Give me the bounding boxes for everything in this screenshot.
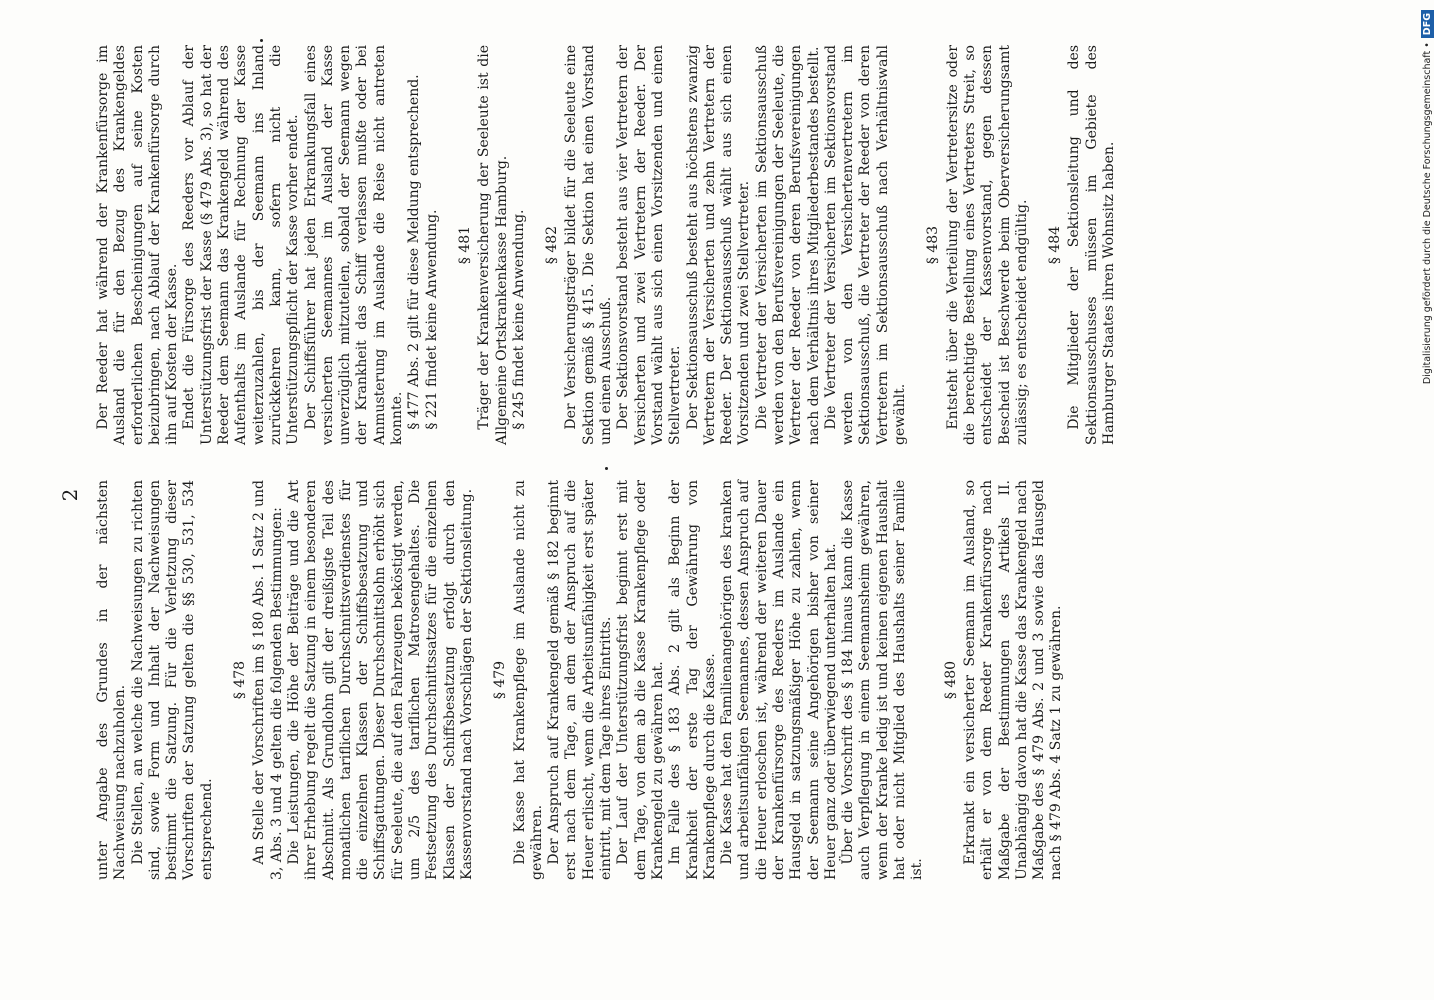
section-heading: § 480 [942, 660, 959, 700]
paragraph: § 245 findet keine Anwendung. [510, 209, 527, 430]
paragraph: Der Anspruch auf Krankengeld gemäß § 182 beginnt erst nach dem Tage, an dem der Anspruch auf die Heuer erlischt, wenn die Arbeitsunfähigkeit erst später eintritt, mit dem Tage ihres Eintritts. [546, 480, 615, 880]
paragraph: Der Sektionsausschuß besteht aus höchstens zwanzig Vertretern der Versicherten und zehn Vertretern der Reeder. Der Sektionsausschuß wählt aus sich einen Vorsitzenden und zwei Stellvertreter. [684, 45, 753, 445]
paragraph: Der Schiffsführer hat jeden Erkrankungsfall eines versicherten Seemannes im Ausland der Kasse unverzüglich mitzuteilen, sobald der Seemann wegen der Krankheit das Schiff verlassen mußte oder bei Anmusterung im Auslande die Reise nicht antreten konnte. [302, 45, 406, 445]
section-heading: § 481 [456, 225, 473, 265]
left-column [95, 480, 1066, 880]
paragraph: Erkrankt ein versicherter Seemann im Ausland, so erhält er von dem Reeder Krankenfürsorge nach Maßgabe der Bestimmungen des Artikels II. Unabhängig davon hat die Kasse das Krankengeld nach Maßgabe des § 479 Abs. 2 und 3 sowie das Hausgeld nach § 479 Abs. 4 Satz 1 zu gewähren. [961, 480, 1065, 880]
page-number: 2 [58, 488, 82, 502]
section-subtitle: Die Kasse hat Krankenpflege im Auslande nicht zu gewähren. [511, 480, 545, 880]
paragraph: Die Stellen, an welche die Nachweisungen zu richten sind, sowie Form und Inhalt der Nachweisungen bestimmt die Satzung. Für die Verletzung dieser Vorschriften der Satzung gelten die §§ 530, 531, 534 entsprechend. [129, 480, 215, 880]
paragraph: § 477 Abs. 2 gilt für diese Meldung entsprechend. [406, 74, 423, 430]
dfg-logo: DFG [1421, 10, 1434, 38]
right-column [95, 45, 1118, 445]
paragraph: Träger der Krankenversicherung der Seeleute ist die Allgemeine Ortskrankenkasse Hamburg. [476, 45, 510, 445]
paragraph: Die Vertreter der Versicherten im Sektionsvorstand werden von den Versichertenvertretern im Sektionsausschuß, die Vertreter der Reeder von deren Vertretern im Sektionsausschuß nach Verhältniswahl gewählt. [822, 45, 909, 445]
digitization-note [1421, 10, 1434, 990]
speck-mark [605, 467, 608, 470]
section-heading: § 484 [1047, 225, 1064, 265]
paragraph: Die Kasse hat den Familienangehörigen des kranken und arbeitsunfähigen Seemannes, dessen Anspruch auf die Heuer erloschen ist, während der weiteren Dauer der Krankenfürsorge des Reeders im Auslande ein Hausgeld in satzungsmäßiger Höhe zu zahlen, wenn der Seemann seine Angehörigen bisher von seiner Heuer ganz oder überwiegend unterhalten hat. [719, 480, 839, 880]
section-heading: § 483 [925, 225, 942, 265]
digitization-note-text: Digitalisierung gefördert durch die Deutsche Forschungsgemeinschaft • [1422, 42, 1433, 385]
speck-mark [260, 39, 263, 42]
paragraph: Der Sektionsvorstand besteht aus vier Vertretern der Versicherten und zwei Vertretern der Reeder. Der Vorstand wählt aus sich einen Vorsitzenden und einen Stellvertreter. [615, 45, 684, 445]
section-heading: § 482 [544, 225, 561, 265]
section-heading: § 478 [232, 660, 249, 700]
paragraph: Endet die Fürsorge des Reeders vor Ablauf der Unterstützungsfrist der Kasse (§ 479 Abs. 3), so hat der Reeder dem Seemann das Krankengeld während des Aufenthalts im Auslande für Rechnung der Kasse weiterzuzahlen, bis der Seemann ins Inland zurückkehren kann, sofern nicht die Unterstützungspflicht der Kasse vorher endet. [181, 45, 302, 445]
paragraph: Die Leistungen, die Höhe der Beiträge und die Art ihrer Erhebung regelt die Satzung in einem besonderen Abschnitt. Als Grundlohn gilt der dreißigste Teil des monatlichen tariflichen Durchschnittsverdienstes für die einzelnen Klassen der Schiffsbesatzung und Schiffsgattungen. Dieser Durchschnittslohn erhöht sich für Seeleute, die auf den Fahrzeugen beköstigt werden, um 2/5 des tariflichen Matrosengehaltes. Die Festsetzung des Durchschnittssatzes für die einzelnen Klassen der Schiffsbesatzung erfolgt durch den Kassenvorstand nach Vorschlägen der Sektionsleitung. [285, 480, 475, 880]
paragraph: unter Angabe des Grundes in der nächsten Nachweisung nachzuholen. [95, 480, 129, 880]
paragraph: Im Falle des § 183 Abs. 2 gilt als Beginn der Krankheit der erste Tag der Gewährung von Krankenpflege durch die Kasse. [667, 480, 718, 880]
paragraph: Der Lauf der Unterstützungsfrist beginnt erst mit dem Tage, von dem ab die Kasse Krankenpflege oder Krankengeld zu gewähren hat. [615, 480, 666, 880]
paragraph: Die Vertreter der Versicherten im Sektionsausschuß werden von den Berufsvereinigungen der Seeleute, die Vertreter der Reeder von deren Berufsvereinigungen nach dem Verhältnis ihres Mitgliederbestandes bestellt. [753, 45, 822, 445]
paragraph: § 221 findet keine Anwendung. [423, 209, 440, 430]
section-heading: § 479 [492, 660, 509, 700]
paragraph: Die Mitglieder der Sektionsleitung und des Sektionsausschusses müssen im Gebiete des Hamburger Staates ihren Wohnsitz haben. [1066, 45, 1118, 445]
paragraph: Entsteht über die Verteilung der Vertretersitze oder die berechtigte Bestellung eines Vertreters Streit, so entscheidet der Kassenvorstand, gegen dessen Bescheid ist Beschwerde beim Oberversicherungsamt zulässig; es entscheidet endgültig. [944, 45, 1030, 445]
paragraph: Der Versicherungsträger bildet für die Seeleute eine Sektion gemäß § 415. Die Sektion hat einen Vorstand und einen Ausschuß. [563, 45, 615, 445]
paragraph: An Stelle der Vorschriften im § 180 Abs. 1 Satz 2 und 3, Abs. 3 und 4 gelten die folgenden Bestimmungen: [251, 480, 285, 880]
paragraph: Über die Vorschrift des § 184 hinaus kann die Kasse auch Verpflegung in einem Seemannsheim gewähren, wenn der Kranke ledig ist und keinen eigenen Haushalt hat oder nicht Mitglied des Haushalts seiner Familie ist. [840, 480, 926, 880]
paragraph: Der Reeder hat während der Krankenfürsorge im Ausland die für den Bezug des Krankengeldes erforderlichen Bescheinigungen auf seine Kosten beizubringen, nach Ablauf der Krankenfürsorge durch ihn auf Kosten der Kasse. [95, 45, 181, 445]
